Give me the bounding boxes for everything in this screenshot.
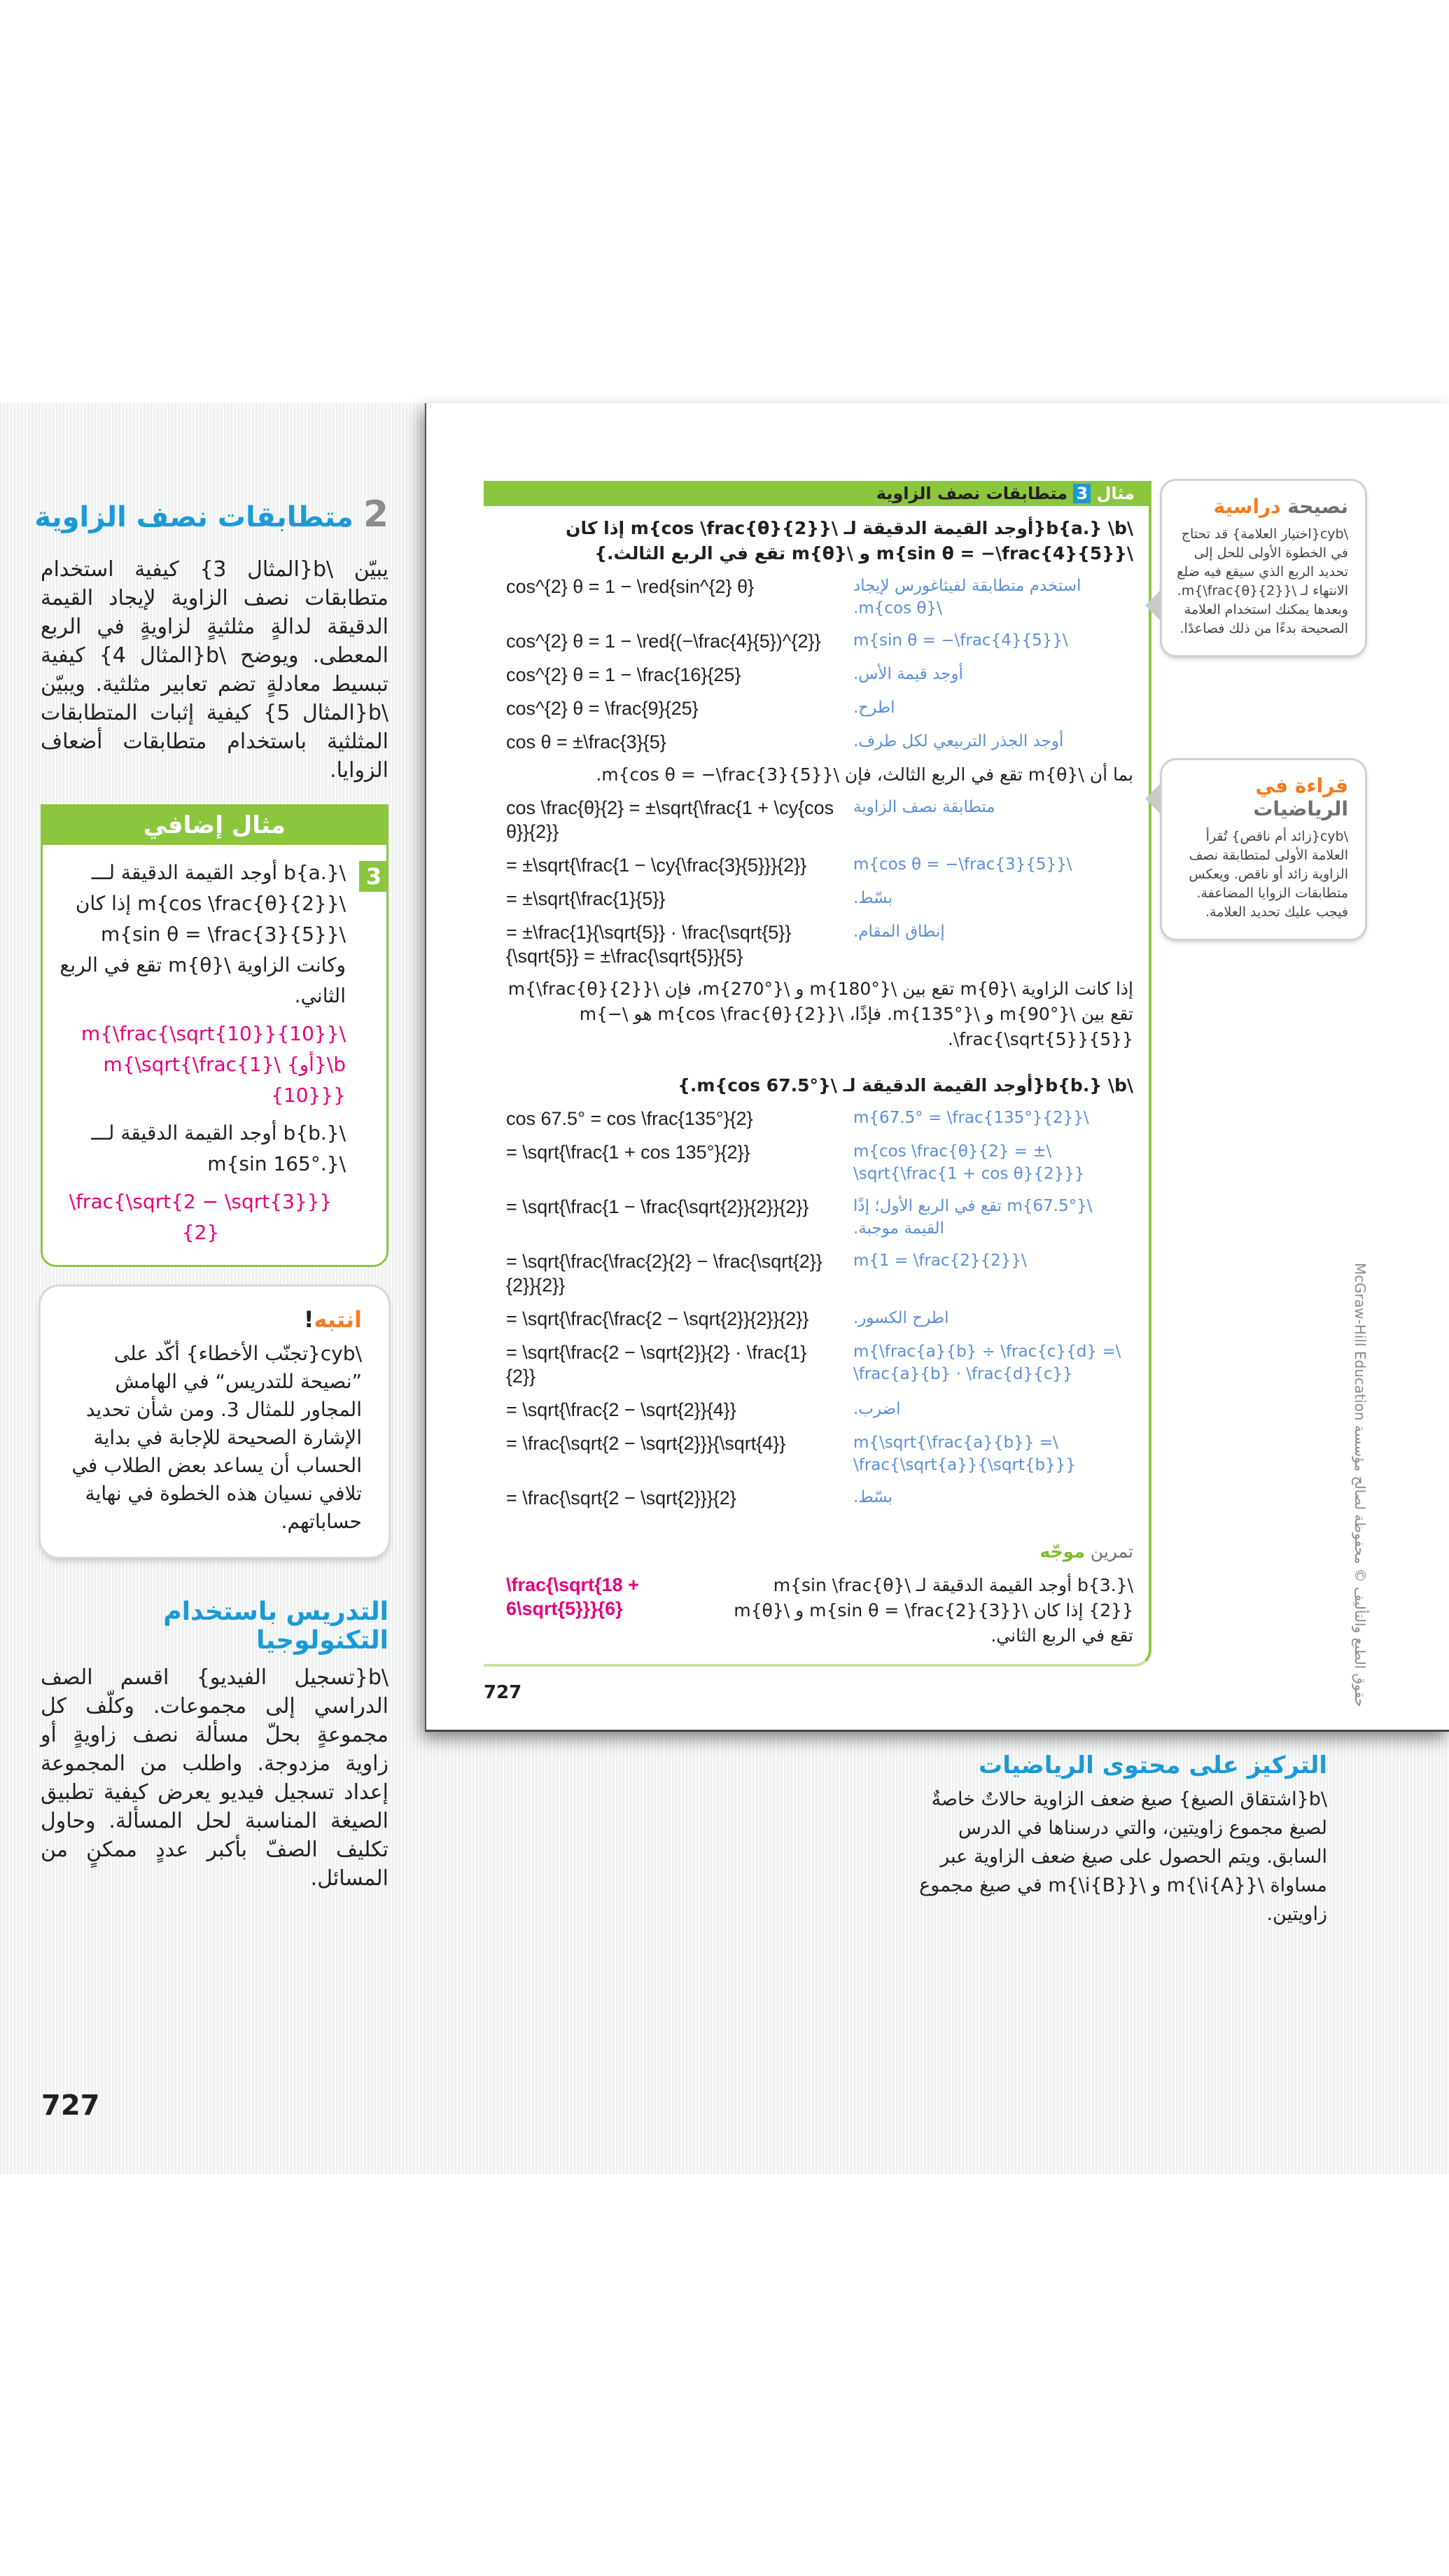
example-b-step-math: = \frac{\sqrt{2 − \sqrt{2}}}{\sqrt{4}} (506, 1433, 786, 1454)
copyright-notice: حقوق الطبع والتأليف © محفوظة لصالح مؤسسة McGraw-Hill Education (1352, 1263, 1368, 1707)
example-a-step-reason: أوجد الجذر التربيعي لكل طرف. (853, 732, 1064, 750)
half-angle-steps (506, 796, 1133, 968)
study-tip-box (1162, 481, 1365, 655)
callout-pointer (1145, 590, 1161, 621)
example-title: متطابقات نصف الزاوية (876, 484, 1068, 503)
guided-practice-row (506, 1573, 1133, 1648)
example-number: 3 (1073, 484, 1091, 503)
watch-out-body: \cyb{تجنّب الأخطاء} أكّد على ”نصيحة للتدريس“ في الهامش المجاور للمثال 3. ومن شأن تحديد الإشارة الصحيحة للإجابة في بداية الحساب أن يساعد بعض الطلاب في تلافي نسيان هذه الخطوة في نهاية حساباتهم. (71, 1342, 362, 1533)
example-a-steps (506, 575, 1133, 754)
watch-out-title (62, 1306, 362, 1333)
example-b-steps (506, 1107, 1133, 1510)
guided-practice-answer: \frac{\sqrt{18 + 6\sqrt{5}}}{6} (506, 1574, 639, 1619)
example-a-conclusion: إذا كانت الزاوية \m{θ} تقع بين \m{180°} و \m{270°}، فإن \m{\frac{θ}{2}} تقع بين \m{90°} و \m{135°}. فإذًا، \m{cos \frac{θ}{2}} هو \m{−\frac{\sqrt{5}}{5}}. (507, 979, 1133, 1049)
example-b-prompt: \b{b.} \b{أوجد القيمة الدقيقة لـ \m{cos 67.5°}.} (678, 1075, 1133, 1096)
study-tip-title (1175, 495, 1348, 518)
example-a-prompt: \b{a.} \b{أوجد القيمة الدقيقة لـ \m{cos \frac{θ}{2}} إذا كان \m{sin θ = −\frac{4}{5}} و \m{θ} تقع في الربع الثالث.} (566, 518, 1133, 564)
half-angle-step-math: = ±\sqrt{\frac{1}{5}} (506, 888, 666, 909)
example-b-step-math: cos 67.5° = cos \frac{135°}{2} (506, 1108, 753, 1129)
example-a-step-reason: استخدم متطابقة لفيثاغورس لإيجاد \m{cos θ}. (853, 577, 1082, 617)
reading-math-title-2: الرياضيات (1253, 797, 1348, 820)
focus-section (907, 1751, 1327, 1928)
section-title: متطابقات نصف الزاوية (34, 501, 354, 533)
inner-page-number: 727 (484, 1682, 522, 1703)
half-angle-step-math: cos \frac{θ}{2} = ±\sqrt{\frac{1 + \cy{cos θ}}{2}} (506, 797, 834, 842)
example-a-step-math: cos^{2} θ = 1 − \red{sin^{2} θ} (506, 576, 755, 597)
example-a-since: بما أن \m{θ} تقع في الربع الثالث، فإن \m{cos θ = −\frac{3}{5}}. (596, 764, 1133, 785)
example-a-step-math: cos^{2} θ = 1 − \red{(−\frac{4}{5})^{2}} (506, 631, 821, 652)
focus-title: التركيز على محتوى الرياضيات (979, 1751, 1327, 1779)
example-b-step-math: = \sqrt{\frac{1 + cos 135°}{2}} (506, 1142, 750, 1163)
example-b-step-reason: \m{\frac{a}{b} ÷ \frac{c}{d} = \frac{a}{b} · \frac{d}{c}} (853, 1343, 1121, 1383)
example-header (876, 481, 1135, 506)
example-b-step-reason: اطرح الكسور. (853, 1309, 949, 1327)
watch-out-bang: ! (303, 1306, 314, 1333)
section-number: 2 (363, 493, 388, 536)
watch-out-box (41, 1287, 388, 1557)
example-3-box (484, 481, 1152, 1667)
example-b-step-reason: اضرب. (853, 1400, 901, 1418)
example-number-badge: 3 (359, 861, 388, 892)
half-angle-step-reason: إنطاق المقام. (853, 923, 945, 941)
reading-math-body: \cyb{زائد أم ناقص} تُقرأ العلامة الأولى لمتطابقة نصف الزاوية زائد أو ناقص. ويعكس متطابقات الزوايا المضاعفة. فيجب عليك تحديد العلامة. (1189, 829, 1348, 920)
example-b-step-reason: \m{67.5°} تقع في الربع الأول؛ إذًا القيمة موجبة. (853, 1197, 1093, 1238)
half-angle-step-reason: بسّط. (853, 889, 893, 907)
study-tip-body: \cyb{اختيار العلامة} قد تحتاج في الخطوة الأولى للحل إلى تحديد الربع الذي سيقع فيه ضلع الانتهاء لـ \m{\frac{θ}{2}}. وبعدها يمكنك استخدام العلامة الصحيحة بدءًا من ذلك فصاعدًا. (1177, 526, 1348, 636)
example-b-step-math: = \frac{\sqrt{2 − \sqrt{2}}}{2} (506, 1488, 736, 1508)
section-heading (34, 493, 388, 536)
half-angle-step-reason: \m{cos θ = −\frac{3}{5}} (853, 855, 1072, 874)
example-b-step-math: = \sqrt{\frac{\frac{2}{2} − \frac{\sqrt{2}}{2}}{2}} (506, 1251, 822, 1296)
reading-math-title-1: قراءة في (1255, 774, 1348, 797)
guided-practice-label-1: تمرين (1090, 1541, 1133, 1562)
example-b-step-math: = \sqrt{\frac{\frac{2 − \sqrt{2}}{2}}{2}} (506, 1308, 809, 1329)
example-a-step-reason: اطرح. (853, 699, 895, 717)
example-header-bar (484, 481, 1149, 506)
page-number: 727 (41, 2090, 100, 2122)
study-tip-title-1: نصيحة (1287, 495, 1348, 518)
additional-example-box (41, 804, 388, 1267)
example-a-step-math: cos^{2} θ = \frac{9}{25} (506, 698, 699, 719)
example-b-step-reason: بسّط. (853, 1488, 893, 1506)
example-label: مثال (1096, 484, 1135, 503)
additional-example-b-answer: \frac{\sqrt{2 − \sqrt{3}}}{2} (69, 1190, 332, 1244)
half-angle-step-math: = ±\frac{1}{\sqrt{5}} · \frac{\sqrt{5}}{\sqrt{5}} = ±\frac{\sqrt{5}}{5} (506, 922, 792, 967)
example-b-step-math: = \sqrt{\frac{2 − \sqrt{2}}{4}} (506, 1399, 736, 1420)
example-b-step-reason: \m{\sqrt{\frac{a}{b}} = \frac{\sqrt{a}}{\sqrt{b}}} (853, 1434, 1077, 1474)
side-tips (1162, 481, 1365, 939)
additional-example-title: مثال إضافي (43, 806, 386, 845)
half-angle-step-math: = ±\sqrt{\frac{1 − \cy{\frac{3}{5}}}{2}} (506, 855, 807, 876)
callout-pointer (1145, 783, 1161, 814)
example-b-step-reason: \m{1 = \frac{2}{2}} (853, 1252, 1027, 1270)
example-b-step-math: = \sqrt{\frac{1 − \frac{\sqrt{2}}{2}}{2}} (506, 1196, 809, 1217)
section-intro: يبيّن \b{المثال 3} كيفية استخدام متطابقات نصف الزاوية لإيجاد القيمة الدقيقة لدالةٍ مثلثيةٍ لزاويةٍ في الربع المعطى. ويوضح \b{المثال 4} كيفية تبسيط معادلةٍ تضم تعابير مثلثية. ويبيّن \b{المثال 5} كيفية إثبات المتطابقات المثلثية باستخدام متطابقات أضعاف الزوايا. (41, 557, 388, 783)
example-a-step-reason: أوجد قيمة الأس. (853, 665, 963, 683)
reading-math-box (1162, 760, 1365, 939)
example-a-step-math: cos^{2} θ = 1 − \frac{16}{25} (506, 664, 741, 685)
additional-example-a: \b{a.} أوجد القيمة الدقيقة لـــ \m{cos \frac{θ}{2}} إذا كان \m{sin θ = \frac{3}{5}} وكانت الزاوية \m{θ} تقع في الربع الثاني. (59, 861, 346, 1007)
half-angle-step-reason: متطابقة نصف الزاوية (853, 798, 995, 816)
study-tip-title-2: دراسية (1213, 495, 1281, 518)
example-content (484, 506, 1149, 1648)
additional-example-b: \b{b.} أوجد القيمة الدقيقة لـــ \m{sin 165°.} (91, 1121, 346, 1175)
example-a-step-math: cos θ = ±\frac{3}{5} (506, 732, 666, 752)
guided-practice-label-2: موجّه (1040, 1541, 1085, 1562)
guided-practice-label (506, 1539, 1133, 1564)
guided-practice-problem: \b{3.} أوجد القيمة الدقيقة لـ \m{sin \frac{θ}{2}} إذا كان \m{sin θ = \frac{2}{3}} و \m{θ} تقع في الربع الثاني. (734, 1575, 1133, 1646)
additional-example-a-answer: \m{\frac{\sqrt{10}}{10}} \b{أو} \m{\sqrt{\frac{1}{10}}} (80, 1022, 346, 1107)
example-b-step-math: = \sqrt{\frac{2 − \sqrt{2}}{2} · \frac{1}{2}} (506, 1342, 807, 1387)
technology-title: التدريس باستخدام التكنولوجيا (163, 1597, 388, 1655)
teacher-left-column (34, 493, 388, 1893)
example-b-step-reason: \m{67.5° = \frac{135°}{2}} (853, 1109, 1089, 1127)
technology-body: \b{تسجيل الفيديو} اقسم الصف الدراسي إلى مجموعات. وكلّف كل مجموعةٍ بحلّ مسألة نصف زاويةٍ أو زاوية مزدوجة. واطلب من المجموعة إعداد تسجيل فيديو يعرض كيفية تطبيق الصيغة المناسبة لحل المسألة. وحاول تكليف الصفّ بأكبر عددٍ ممكنٍ من المسائل. (41, 1665, 388, 1891)
reading-math-title (1175, 774, 1348, 820)
example-b-step-reason: \m{cos \frac{θ}{2} = ±\sqrt{\frac{1 + cos θ}{2}}} (853, 1142, 1085, 1183)
focus-body: \b{اشتقاق الصيغ} صيغ ضعف الزاوية حالاتٌ خاصةٌ لصيغ مجموع زاويتين، والتي درسناها في الدرس السابق. ويتم الحصول على صيغ ضعف الزاوية عبر مساواة \m{\i{A}} و \m{\i{B}} في صيغ مجموع زاويتين. (919, 1788, 1327, 1925)
example-a-step-reason: \m{sin θ = −\frac{4}{5}} (853, 631, 1068, 650)
watch-out-label: انتبه (314, 1306, 362, 1333)
